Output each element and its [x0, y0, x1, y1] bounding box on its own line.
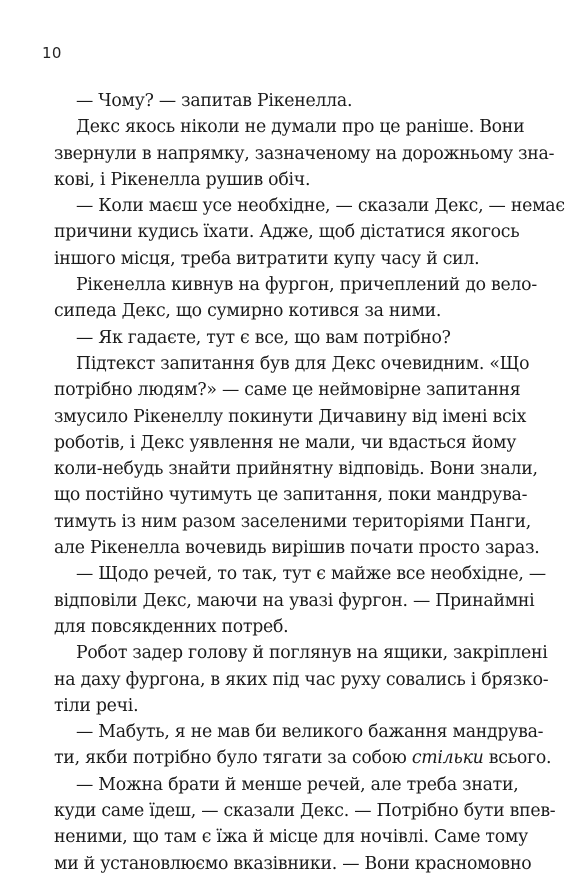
text-line: тимуть із ним разом заселеними територіями Панги, — [54, 511, 532, 532]
emphasis-word: стільки — [411, 748, 484, 769]
text-line: неними, що там є їжа й місце для ночівлі. Саме тому — [54, 827, 528, 848]
text-line: тіли речі. — [54, 695, 139, 716]
text-line: Декс якось ніколи не думали про це раніше. Вони — [76, 117, 525, 138]
text-line: — Як гадаєте, тут є все, що вам потрібно? — [76, 327, 451, 348]
text-line-with-emphasis — [54, 745, 552, 771]
text-line: — Чому? — запитав Рікенелла. — [76, 91, 353, 111]
text-line: роботів, і Декс уявлення не мали, чи вдасться йому — [54, 432, 517, 453]
body-text — [54, 88, 565, 877]
text-line: але Рікенелла вочевидь вирішив почати просто зараз. — [54, 538, 540, 559]
text-run: ти, якби потрібно було тягати за собою — [54, 748, 412, 769]
text-line: куди саме їдеш, — сказали Декс. — Потрібно бути впев- — [54, 801, 556, 822]
text-line: сипеда Декс, що сумирно котився за ними. — [54, 301, 442, 322]
text-line: — Можна брати й менше речей, але треба знати, — [76, 774, 519, 795]
text-line: — Мабуть, я не мав би великого бажання мандрува- — [76, 722, 544, 743]
text-line: коли-небудь знайти прийнятну відповідь. Вони знали, — [54, 459, 538, 480]
text-line: Підтекст запитання був для Декс очевидним. «Що — [76, 353, 530, 374]
text-line: для повсякденних потреб. — [54, 616, 289, 637]
text-run: всього. — [483, 748, 552, 769]
text-line: потрібно людям?» — саме це неймовірне запитання — [54, 380, 521, 401]
text-line: кові, і Рікенелла рушив обіч. — [54, 169, 311, 190]
text-line: — Щодо речей, то так, тут є майже все необхідне, — — [76, 564, 546, 585]
text-line: змусило Рікенеллу покинути Дичавину від імені всіх — [54, 406, 527, 427]
text-line: на даху фургона, в яких під час руху совались і брязко- — [54, 669, 549, 690]
text-line: іншого місця, треба витратити купу часу й сил. — [54, 248, 480, 269]
text-line: що постійно чутимуть це запитання, поки мандрува- — [54, 485, 528, 506]
text-line: ми й установлюємо вказівники. — Вони красномовно — [54, 853, 532, 874]
page-number: 10 — [42, 44, 62, 62]
text-line: — Коли маєш усе необхідне, — сказали Декс, — немає — [76, 196, 565, 217]
text-line: Рікенелла кивнув на фургон, причеплений до вело- — [76, 275, 537, 296]
text-line: Робот задер голову й поглянув на ящики, закріплені — [76, 643, 548, 664]
text-line: причини кудись їхати. Адже, щоб дістатися якогось — [54, 222, 520, 243]
text-line: звернули в напрямку, зазначеному на дорожньому зна- — [54, 143, 555, 164]
text-line: відповіли Декс, маючи на увазі фургон. — Принаймні — [54, 590, 535, 611]
